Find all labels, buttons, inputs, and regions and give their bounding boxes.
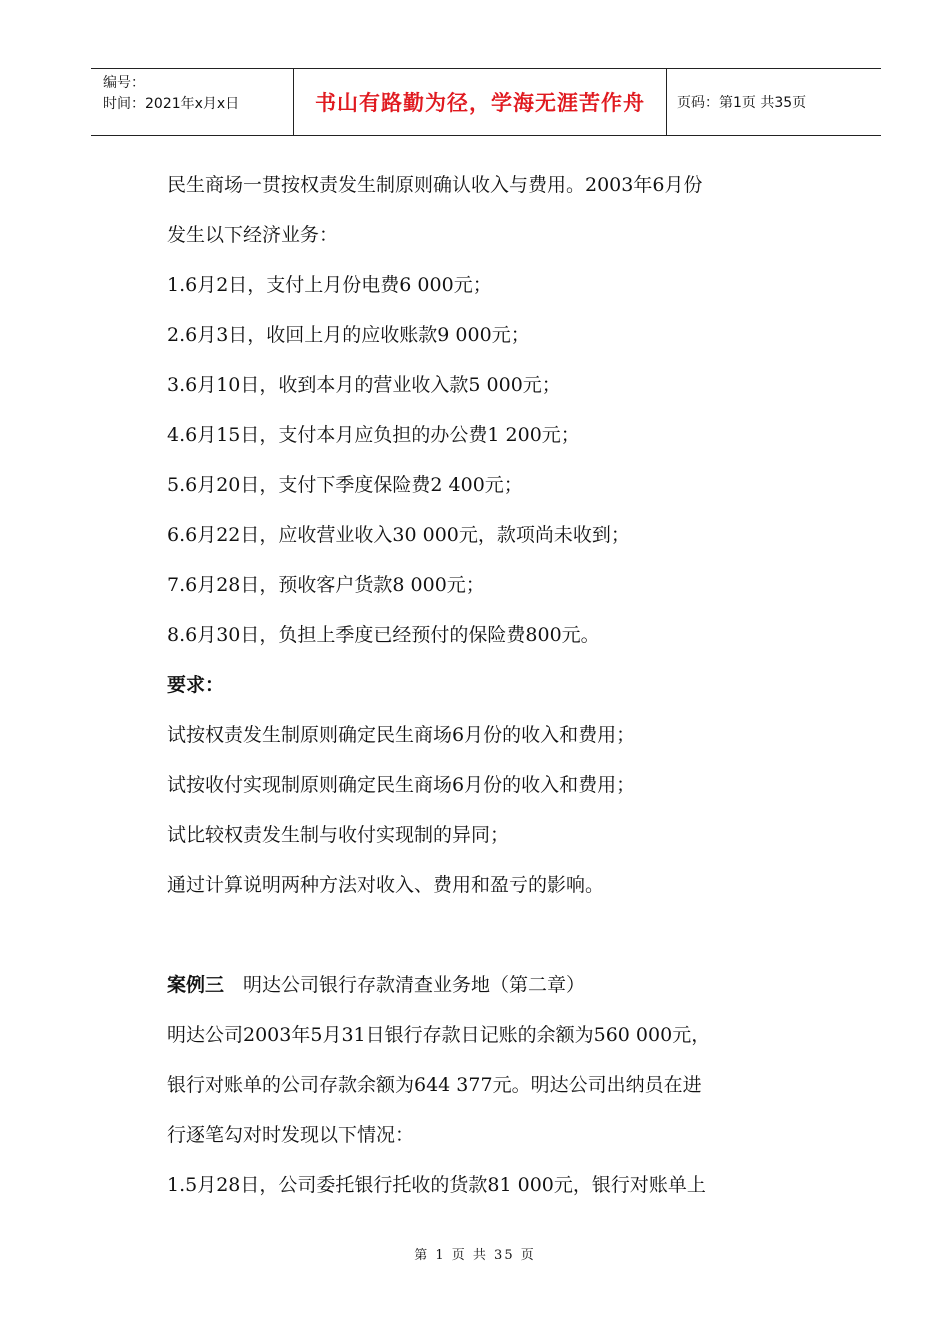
requirement-item: 试按收付实现制原则确定民生商场6月份的收入和费用； [167, 774, 636, 796]
header-meta [91, 69, 293, 135]
header-motto-cell [293, 69, 667, 135]
list-item: 6.6月22日，应收营业收入30 000元，款项尚未收到； [167, 524, 630, 546]
motto-text: 书山有路勤为径，学海无涯苦作舟 [315, 91, 645, 115]
list-item: 3.6月10日，收到本月的营业收入款5 000元； [167, 374, 561, 396]
list-item: 1.6月2日，支付上月份电费6 000元； [167, 274, 492, 296]
section-gap [167, 910, 827, 960]
intro-line: 民生商场一贯按权责发生制原则确认收入与费用。2003年6月份 [167, 174, 703, 196]
case-label: 案例三 [167, 974, 225, 996]
list-item: 7.6月28日，预收客户货款8 000元； [167, 574, 485, 596]
requirement-item: 通过计算说明两种方法对收入、费用和盈亏的影响。 [167, 874, 605, 896]
document-body [167, 160, 827, 1210]
list-item: 4.6月15日，支付本月应负担的办公费1 200元； [167, 424, 580, 446]
intro-line: 发生以下经济业务： [167, 224, 339, 246]
list-item: 5.6月20日，支付下季度保险费2 400元； [167, 474, 523, 496]
case-line: 银行对账单的公司存款余额为644 377元。明达公司出纳员在进 [167, 1074, 702, 1096]
case-line: 明达公司2003年5月31日银行存款日记账的余额为560 000元， [167, 1024, 711, 1046]
header-page-cell [667, 69, 881, 135]
list-item: 2.6月3日，收回上月的应收账款9 000元； [167, 324, 530, 346]
page-footer: 第 1 页 共 35 页 [414, 1248, 536, 1263]
list-item: 8.6月30日，负担上季度已经预付的保险费800元。 [167, 624, 600, 646]
requirement-heading: 要求： [167, 674, 225, 696]
number-label: 编号： [103, 75, 145, 91]
case-line: 行逐笔勾对时发现以下情况： [167, 1124, 415, 1146]
case-heading [167, 960, 827, 1010]
page-header [91, 68, 881, 136]
requirement-item: 试比较权责发生制与收付实现制的异同； [167, 824, 510, 846]
case-line: 1.5月28日，公司委托银行托收的货款81 000元，银行对账单上 [167, 1174, 706, 1196]
case-title: 明达公司银行存款清查业务地（第二章） [224, 974, 586, 996]
time-label: 时间：2021年x月x日 [103, 96, 240, 112]
page-info: 页码：第1页 共35页 [677, 95, 807, 111]
requirement-item: 试按权责发生制原则确定民生商场6月份的收入和费用； [167, 724, 636, 746]
